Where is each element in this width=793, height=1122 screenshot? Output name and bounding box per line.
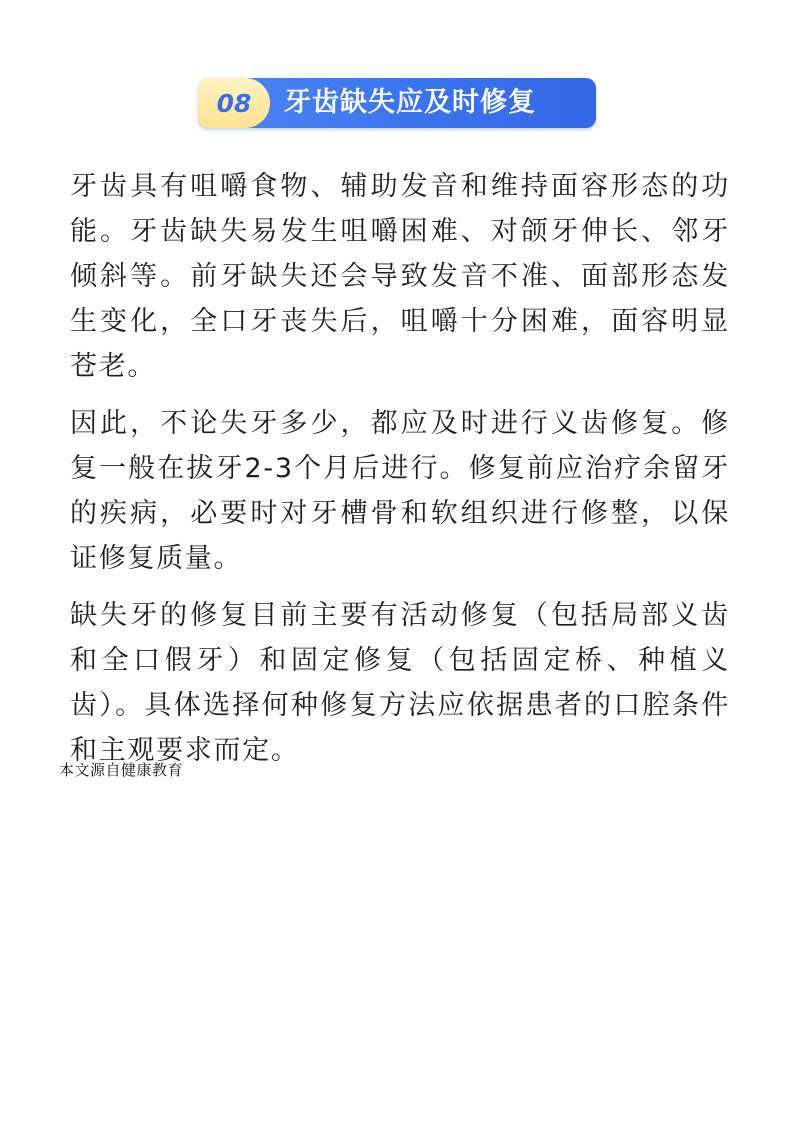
article-body bbox=[70, 164, 730, 785]
paragraph-methods: 缺失牙的修复目前主要有活动修复（包括局部义齿和全口假牙）和固定修复（包括固定桥、种植义齿）。具体选择何种修复方法应依据患者的口腔条件和主观要求而定。 bbox=[70, 600, 730, 766]
source-note: 本文源自健康教育 bbox=[59, 761, 184, 779]
section-title: 牙齿缺失应及时修复 bbox=[284, 87, 536, 118]
section-number: 08 bbox=[216, 88, 252, 118]
paragraph-function: 牙齿具有咀嚼食物、辅助发音和维持面容形态的功能。牙齿缺失易发生咀嚼困难、对颌牙伸长、邻牙倾斜等。前牙缺失还会导致发音不准、面部形态发生变化，全口牙丧失后，咀嚼十分困难，面容明显苍老。 bbox=[70, 171, 730, 382]
paragraph-timing: 因此，不论失牙多少，都应及时进行义齿修复。修复一般在拔牙2-3个月后进行。修复前应治疗余留牙的疾病，必要时对牙槽骨和软组织进行修整，以保证修复质量。 bbox=[70, 408, 730, 574]
section-number-badge bbox=[198, 78, 270, 128]
section-title-banner bbox=[198, 78, 596, 128]
